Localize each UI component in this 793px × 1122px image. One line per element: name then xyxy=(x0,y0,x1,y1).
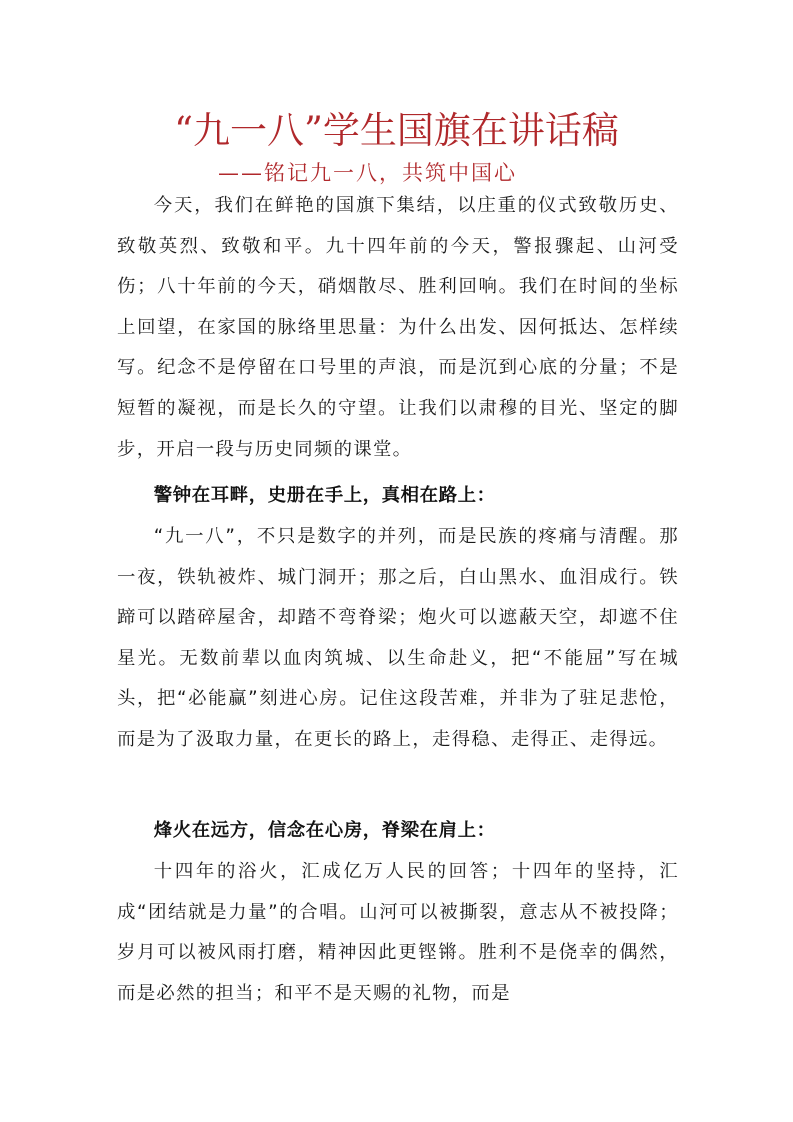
section-heading-block-2 xyxy=(117,811,679,852)
paragraph-intro: 今天，我们在鲜艳的国旗下集结，以庄重的仪式致敬历史、致敬英烈、致敬和平。九十四年前的今天，警报骤起、山河受伤；八十年前的今天，硝烟散尽、胜利回响。我们在时间的坐标上回望，在家国的脉络里思量：为什么出发、因何抵达、怎样续写。纪念不是停留在口号里的声浪，而是沉到心底的分量；不是短暂的凝视，而是长久的守望。让我们以肃穆的目光、坚定的脚步，开启一段与历史同频的课堂。 xyxy=(117,195,679,460)
paragraph-block-1 xyxy=(117,186,679,470)
document-subtitle: ——铭记九一八，共筑中国心 xyxy=(218,161,517,185)
paragraph-block-3 xyxy=(117,852,679,1014)
paragraph-victory: 十四年的浴火，汇成亿万人民的回答；十四年的坚持，汇成“团结就是力量”的合唱。山河可以被撕裂，意志从不被投降；岁月可以被风雨打磨，精神因此更铿锵。胜利不是侥幸的偶然，而是必然的担当；和平不是天赐的礼物，而是 xyxy=(117,861,679,1004)
paragraph-history: “九一八”，不只是数字的并列，而是民族的疼痛与清醒。那一夜，铁轨被炸、城门洞开；那之后，白山黑水、血泪成行。铁蹄可以踏碎屋舍，却踏不弯脊梁；炮火可以遮蔽天空，却遮不住星光。无数前辈以血肉筑城、以生命赴义，把“不能屈”写在城头，把“必能赢”刻进心房。记住这段苦难，并非为了驻足悲怆，而是为了汲取力量，在更长的路上，走得稳、走得正、走得远。 xyxy=(117,526,679,750)
paragraph-block-2 xyxy=(117,517,679,761)
document-title: “九一八”学生国旗在讲话稿 xyxy=(174,109,619,152)
section-heading-1: 警钟在耳畔，史册在手上，真相在路上： xyxy=(153,485,496,506)
section-heading-block-1 xyxy=(117,476,679,517)
section-heading-2: 烽火在远方，信念在心房，脊梁在肩上： xyxy=(153,820,496,841)
